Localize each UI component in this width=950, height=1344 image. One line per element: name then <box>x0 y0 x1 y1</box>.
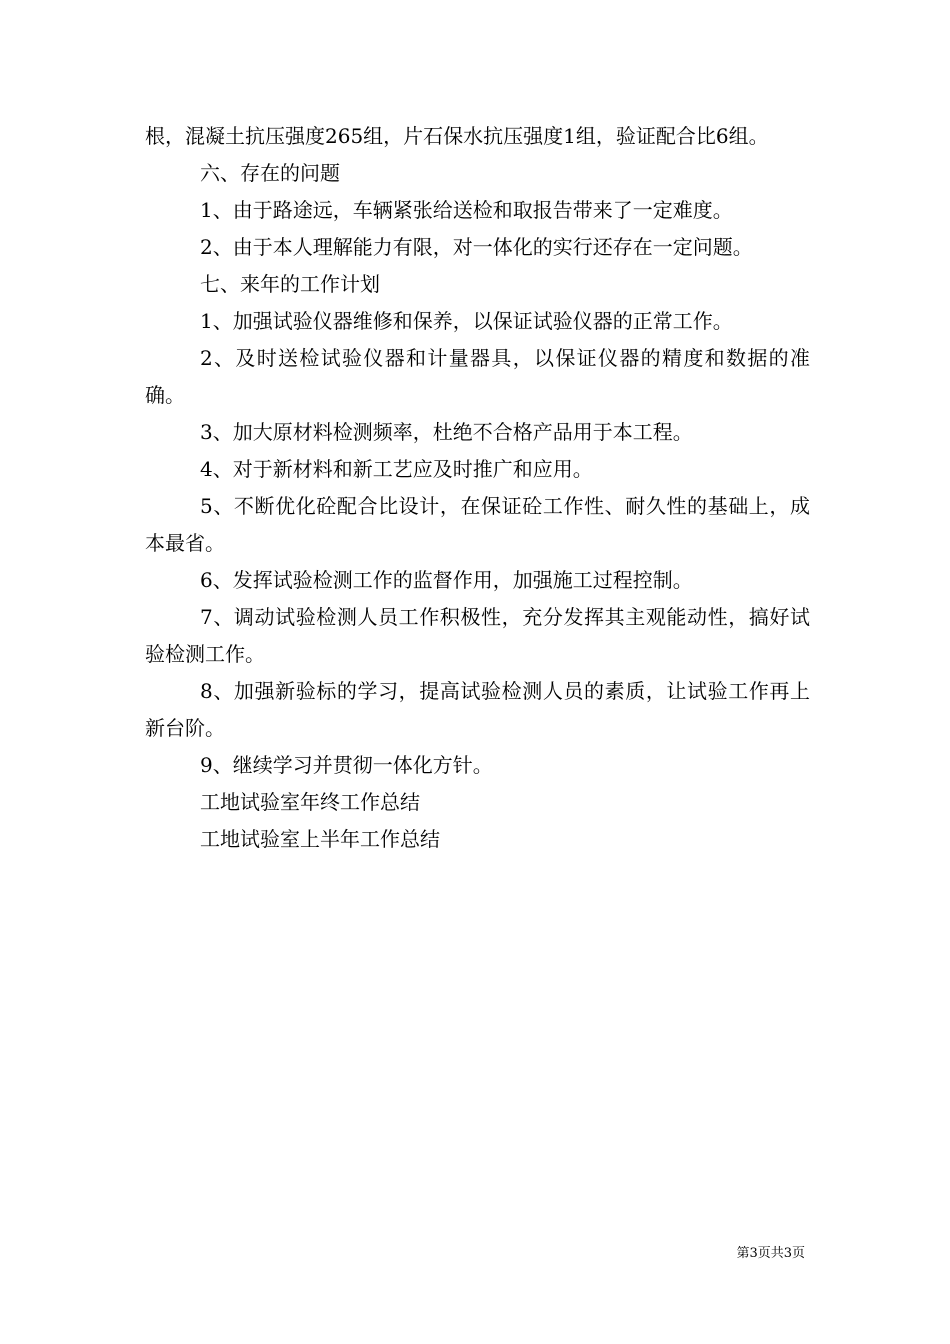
paragraph: 2、及时送检试验仪器和计量器具，以保证仪器的精度和数据的准确。 <box>145 346 810 407</box>
page-number: 第3页共3页 <box>736 1246 805 1261</box>
paragraph: 9、继续学习并贯彻一体化方针。 <box>200 753 493 777</box>
section-heading-problems: 六、存在的问题 <box>200 161 340 185</box>
paragraph: 1、加强试验仪器维修和保养，以保证试验仪器的正常工作。 <box>200 309 733 333</box>
paragraph: 2、由于本人理解能力有限，对一体化的实行还存在一定问题。 <box>200 235 753 259</box>
paragraph: 5、不断优化砼配合比设计，在保证砼工作性、耐久性的基础上，成本最省。 <box>145 494 810 555</box>
paragraph: 8、加强新验标的学习，提高试验检测人员的素质，让试验工作再上新台阶。 <box>145 679 810 740</box>
document-body <box>145 118 810 858</box>
paragraph: 7、调动试验检测人员工作积极性，充分发挥其主观能动性，搞好试验检测工作。 <box>145 605 810 666</box>
paragraph: 1、由于路途远，车辆紧张给送检和取报告带来了一定难度。 <box>200 198 733 222</box>
paragraph: 3、加大原材料检测频率，杜绝不合格产品用于本工程。 <box>200 420 693 444</box>
related-title: 工地试验室上半年工作总结 <box>200 827 440 851</box>
related-title: 工地试验室年终工作总结 <box>200 790 420 814</box>
paragraph: 根，混凝土抗压强度265组，片石保水抗压强度1组，验证配合比6组。 <box>145 124 769 148</box>
section-heading-plan: 七、来年的工作计划 <box>200 272 380 296</box>
paragraph: 4、对于新材料和新工艺应及时推广和应用。 <box>200 457 593 481</box>
paragraph: 6、发挥试验检测工作的监督作用，加强施工过程控制。 <box>200 568 693 592</box>
